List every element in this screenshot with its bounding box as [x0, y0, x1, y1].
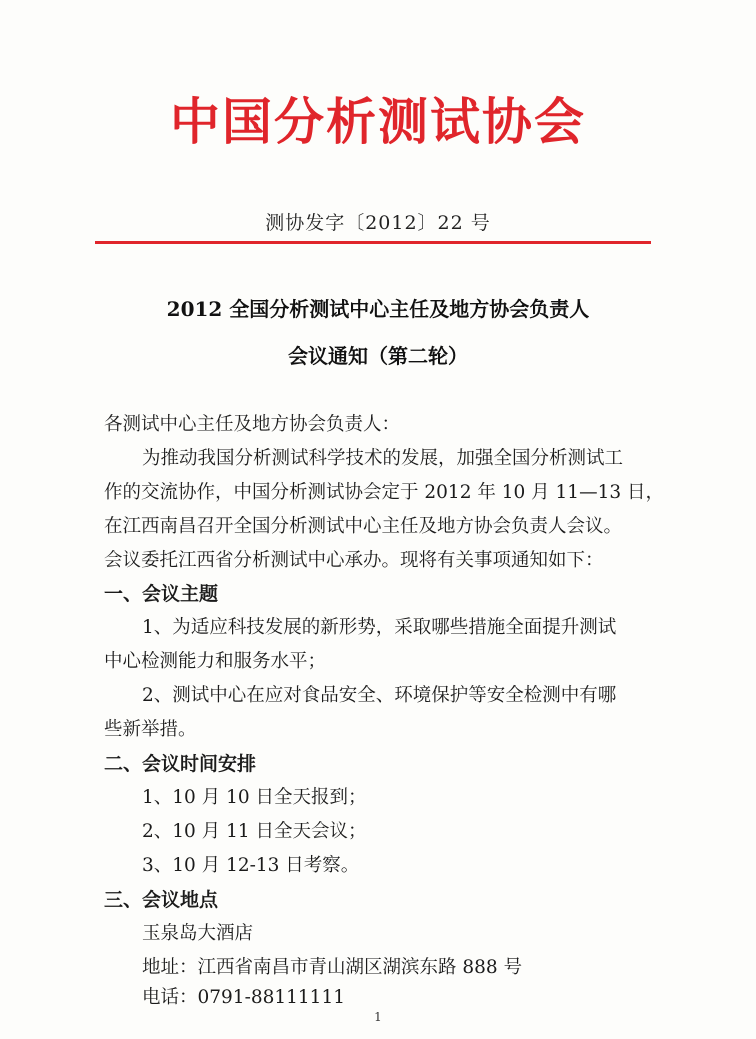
document-number: 测协发字〔2012〕22 号	[265, 212, 491, 234]
organization-masthead: 中国分析测试协会	[170, 92, 586, 151]
topic-line: 些新举措。	[104, 719, 197, 740]
header-divider	[95, 241, 651, 244]
topic-line: 2、测试中心在应对食品安全、环境保护等安全检测中有哪	[142, 685, 617, 706]
venue-phone: 电话：0791-88111111	[142, 987, 345, 1008]
topic-line: 1、为适应科技发展的新形势，采取哪些措施全面提升测试	[142, 617, 617, 638]
venue-address: 地址：江西省南昌市青山湖区湖滨东路 888 号	[142, 957, 523, 978]
notice-title-line-1: 2012 全国分析测试中心主任及地方协会负责人	[166, 297, 590, 321]
intro-line: 在江西南昌召开全国分析测试中心主任及地方协会负责人会议。	[104, 516, 623, 537]
schedule-line: 3、10 月 12-13 日考察。	[142, 855, 360, 876]
intro-line: 为推动我国分析测试科学技术的发展，加强全国分析测试工	[142, 448, 624, 469]
schedule-line: 1、10 月 10 日全天报到；	[142, 787, 367, 808]
salutation: 各测试中心主任及地方协会负责人：	[104, 414, 401, 435]
section-heading-venue: 三、会议地点	[104, 889, 219, 911]
venue-name: 玉泉岛大酒店	[142, 923, 254, 944]
intro-line: 作的交流协作，中国分析测试协会定于 2012 年 10 月 11—13 日，	[104, 482, 664, 503]
intro-line: 会议委托江西省分析测试中心承办。现将有关事项通知如下：	[104, 550, 604, 571]
topic-line: 中心检测能力和服务水平；	[104, 651, 327, 672]
notice-title-line-2: 会议通知（第二轮）	[288, 344, 468, 368]
section-heading-topic: 一、会议主题	[104, 583, 219, 605]
section-heading-schedule: 二、会议时间安排	[104, 753, 257, 775]
page-number: 1	[374, 1010, 382, 1024]
schedule-line: 2、10 月 11 日全天会议；	[142, 821, 367, 842]
